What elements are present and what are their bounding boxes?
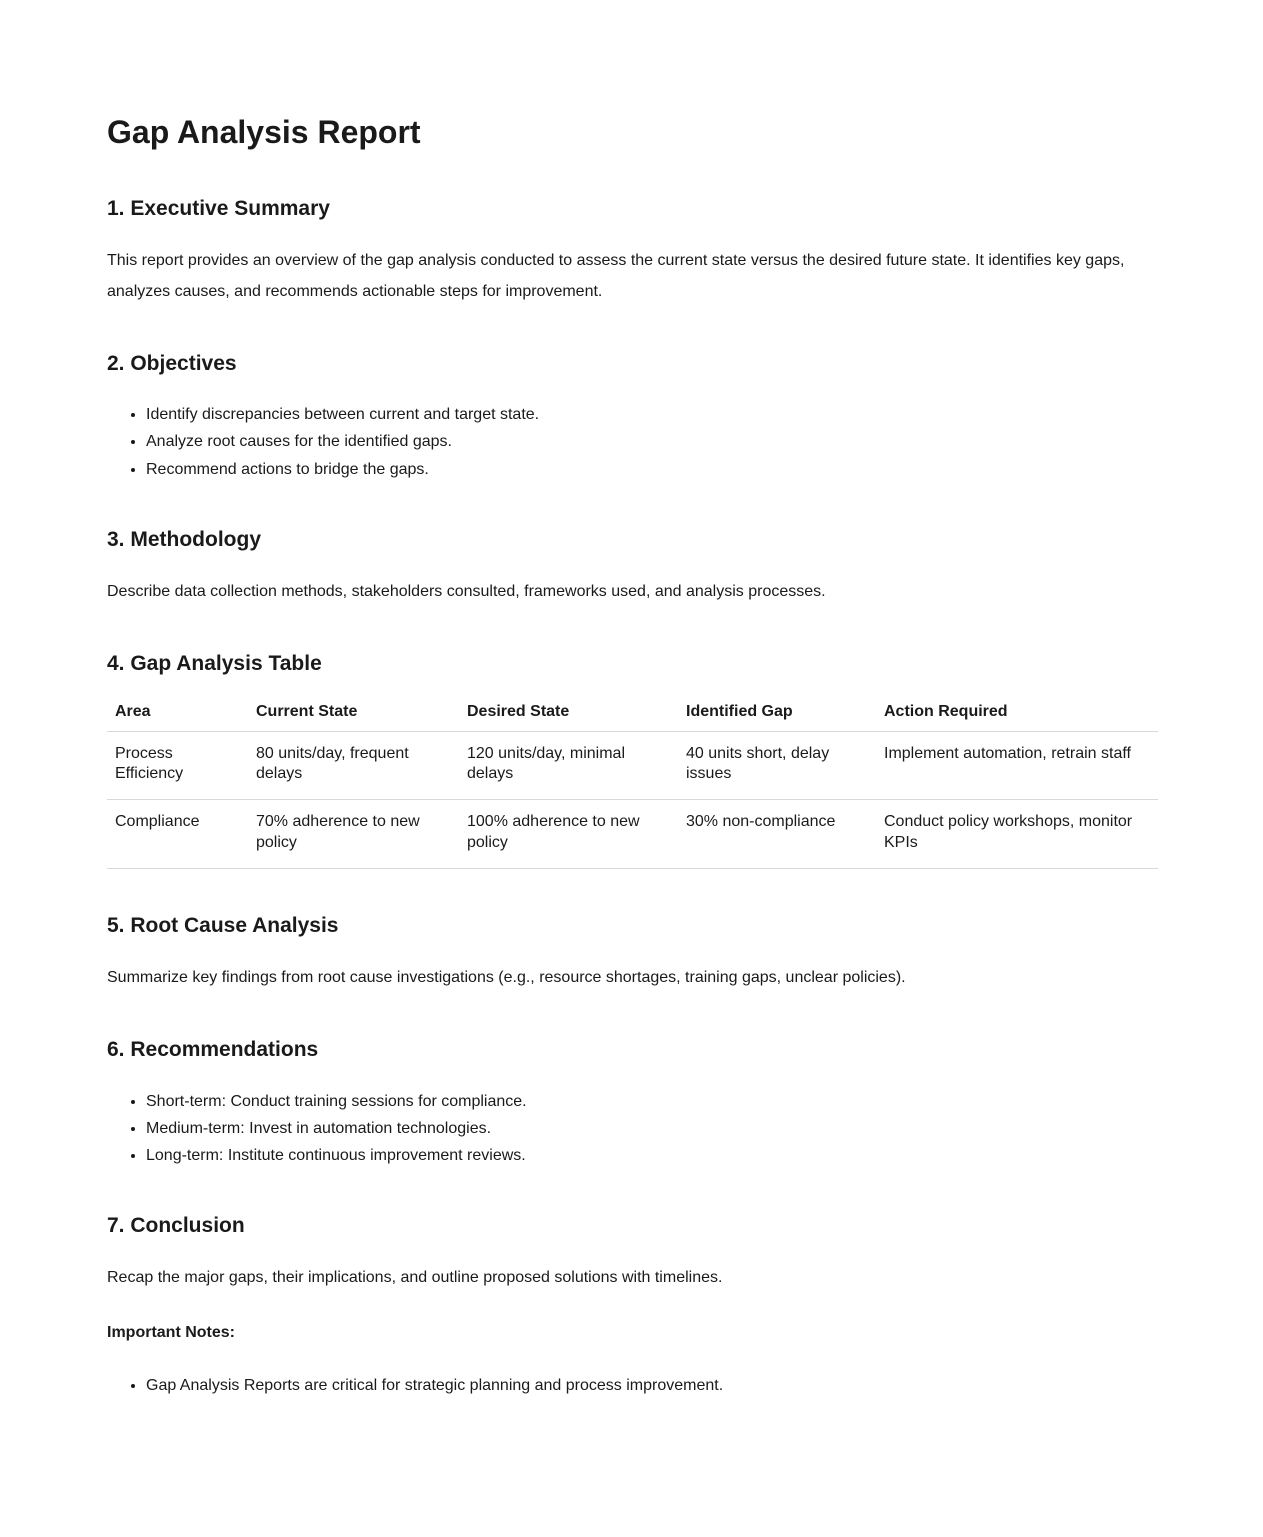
methodology-heading: 3. Methodology — [107, 527, 261, 551]
column-header-area: Area — [107, 702, 248, 731]
executive-summary-paragraph: This report provides an overview of the gap analysis conducted to assess the current state versus the desired future state. It identifies key gaps, analyzes causes, and recommends actionable steps for improvement. — [107, 252, 1125, 300]
section-recommendations — [107, 1037, 1158, 1169]
root-cause-heading: 5. Root Cause Analysis — [107, 913, 339, 937]
gap-table-heading: 4. Gap Analysis Table — [107, 652, 322, 676]
section-conclusion — [107, 1213, 1158, 1294]
table-cell-area: Compliance — [107, 800, 248, 869]
list-item: • Gap Analysis Reports are critical for strategic planning and process improvement. — [146, 1372, 1158, 1399]
section-root-cause-analysis — [107, 913, 1158, 994]
column-header-desired-state: Desired State — [459, 702, 678, 731]
list-item: • Recommend actions to bridge the gaps. — [146, 456, 1158, 483]
section-important-notes — [107, 1318, 1158, 1400]
table-row — [107, 800, 1158, 869]
column-header-identified-gap: Identified Gap — [678, 702, 876, 731]
recommendations-heading: 6. Recommendations — [107, 1038, 319, 1062]
table-row — [107, 731, 1158, 800]
table-cell-action-required: Conduct policy workshops, monitor KPIs — [876, 800, 1158, 869]
objectives-list — [107, 401, 1158, 483]
section-objectives — [107, 351, 1158, 483]
table-cell-identified-gap: 30% non-compliance — [678, 800, 876, 869]
methodology-paragraph: Describe data collection methods, stakeholders consulted, frameworks used, and analysis processes. — [107, 583, 826, 601]
report-title: Gap Analysis Report — [107, 114, 421, 150]
executive-summary-heading: 1. Executive Summary — [107, 197, 330, 220]
conclusion-paragraph: Recap the major gaps, their implications, and outline proposed solutions with timelines. — [107, 1269, 723, 1287]
list-item: • Analyze root causes for the identified gaps. — [146, 428, 1158, 455]
gap-analysis-table — [107, 702, 1158, 869]
recommendations-list — [107, 1088, 1158, 1170]
table-cell-desired-state: 120 units/day, minimal delays — [459, 731, 678, 800]
important-notes-label: Important Notes: — [107, 1323, 235, 1341]
list-item: • Short-term: Conduct training sessions for compliance. — [146, 1088, 1158, 1115]
section-gap-analysis-table — [107, 651, 1158, 868]
table-cell-desired-state: 100% adherence to new policy — [459, 800, 678, 869]
table-cell-identified-gap: 40 units short, delay issues — [678, 731, 876, 800]
column-header-current-state: Current State — [248, 702, 459, 731]
root-cause-paragraph: Summarize key findings from root cause investigations (e.g., resource shortages, training gaps, unclear policies). — [107, 968, 906, 986]
table-cell-current-state: 70% adherence to new policy — [248, 800, 459, 869]
section-executive-summary — [107, 196, 1158, 307]
table-cell-action-required: Implement automation, retrain staff — [876, 731, 1158, 800]
list-item: • Long-term: Institute continuous improvement reviews. — [146, 1142, 1158, 1169]
list-item: • Identify discrepancies between current and target state. — [146, 401, 1158, 428]
conclusion-heading: 7. Conclusion — [107, 1214, 245, 1238]
objectives-heading: 2. Objectives — [107, 352, 237, 376]
column-header-action-required: Action Required — [876, 702, 1158, 731]
table-header-row — [107, 702, 1158, 731]
table-cell-current-state: 80 units/day, frequent delays — [248, 731, 459, 800]
table-cell-area: Process Efficiency — [107, 731, 248, 800]
important-notes-list — [107, 1372, 1158, 1399]
list-item: • Medium-term: Invest in automation technologies. — [146, 1115, 1158, 1142]
section-methodology — [107, 527, 1158, 608]
